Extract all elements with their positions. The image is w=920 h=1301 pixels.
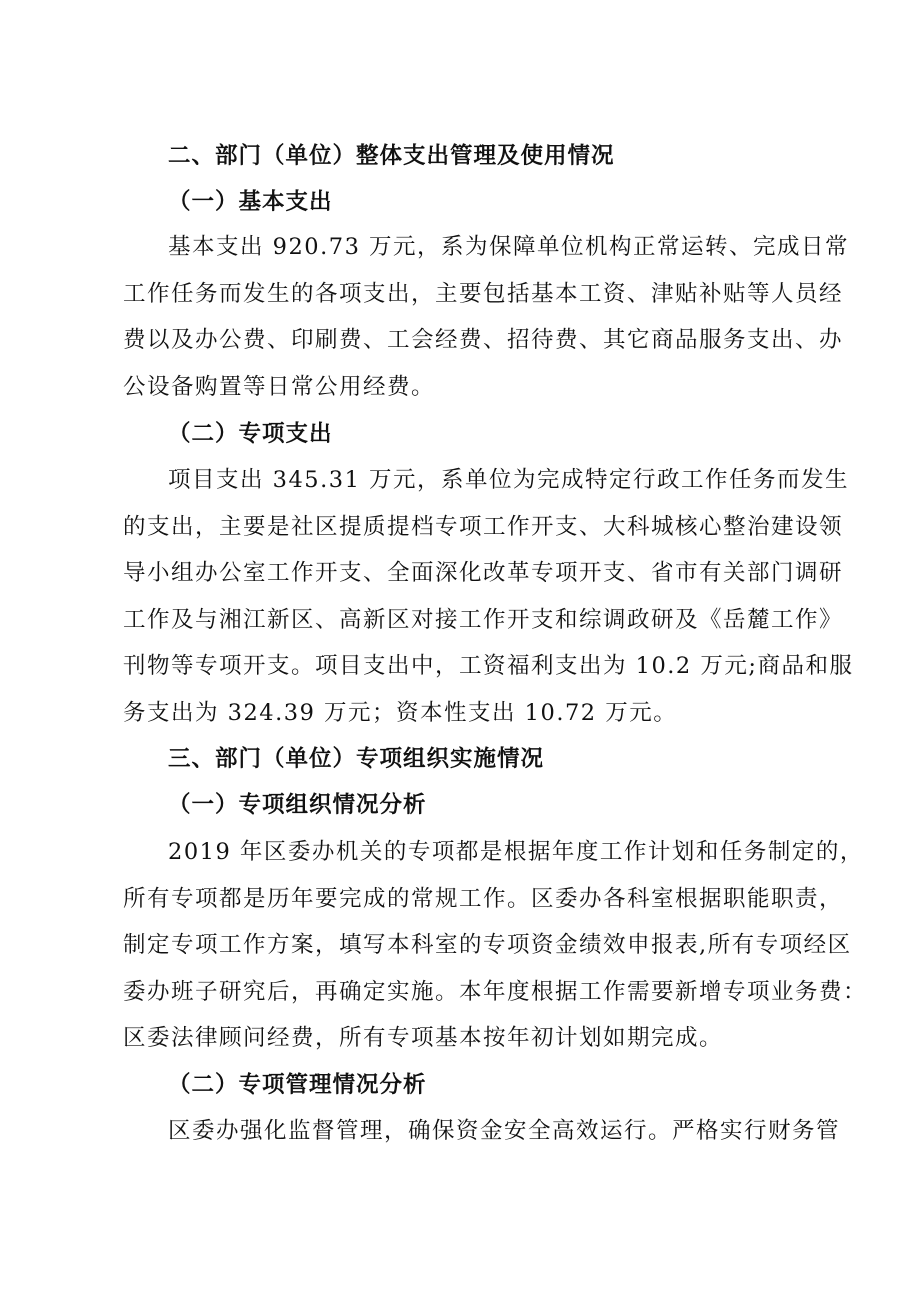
- paragraph-line: 导小组办公室工作开支、全面深化改革专项开支、省市有关部门调研: [123, 560, 844, 586]
- paragraph-line: 费以及办公费、印刷费、工会经费、招待费、其它商品服务支出、办: [123, 327, 844, 353]
- paragraph-line: 基本支出 920.73 万元，系为保障单位机构正常运转、完成日常: [168, 234, 850, 260]
- paragraph-line: 工作及与湘江新区、高新区对接工作开支和综调政研及《岳麓工作》: [123, 607, 844, 633]
- paragraph-line: 刊物等专项开支。项目支出中，工资福利支出为 10.2 万元;商品和服: [123, 653, 854, 679]
- paragraph-line: 区委办强化监督管理，确保资金安全高效运行。严格实行财务管: [168, 1118, 841, 1144]
- section-heading-2: 二、部门（单位）整体支出管理及使用情况: [168, 143, 615, 169]
- paragraph-line: 区委法律顾问经费，所有专项基本按年初计划如期完成。: [123, 1025, 724, 1051]
- paragraph-line: 公设备购置等日常公用经费。: [123, 374, 436, 400]
- subsection-heading-special-expenditure: （二）专项支出: [168, 421, 333, 447]
- paragraph-line: 委办班子研究后，再确定实施。本年度根据工作需要新增专项业务费：: [123, 979, 868, 1005]
- subsection-heading-organization-analysis: （一）专项组织情况分析: [168, 792, 427, 818]
- paragraph-line: 务支出为 324.39 万元；资本性支出 10.72 万元。: [123, 700, 678, 726]
- subsection-heading-management-analysis: （二）专项管理情况分析: [168, 1072, 427, 1098]
- paragraph-line: 项目支出 345.31 万元，系单位为完成特定行政工作任务而发生: [168, 467, 850, 493]
- paragraph-line: 制定专项工作方案，填写本科室的专项资金绩效申报表,所有专项经区: [123, 932, 852, 958]
- paragraph-line: 2019 年区委办机关的专项都是根据年度工作计划和任务制定的，: [168, 839, 864, 865]
- paragraph-line: 的支出，主要是社区提质提档专项工作开支、大科城核心整治建设领: [123, 514, 844, 540]
- section-heading-3: 三、部门（单位）专项组织实施情况: [168, 746, 545, 772]
- paragraph-line: 所有专项都是历年要完成的常规工作。区委办各科室根据职能职责，: [123, 886, 844, 912]
- subsection-heading-basic-expenditure: （一）基本支出: [168, 189, 333, 215]
- paragraph-line: 工作任务而发生的各项支出，主要包括基本工资、津贴补贴等人员经: [123, 281, 844, 307]
